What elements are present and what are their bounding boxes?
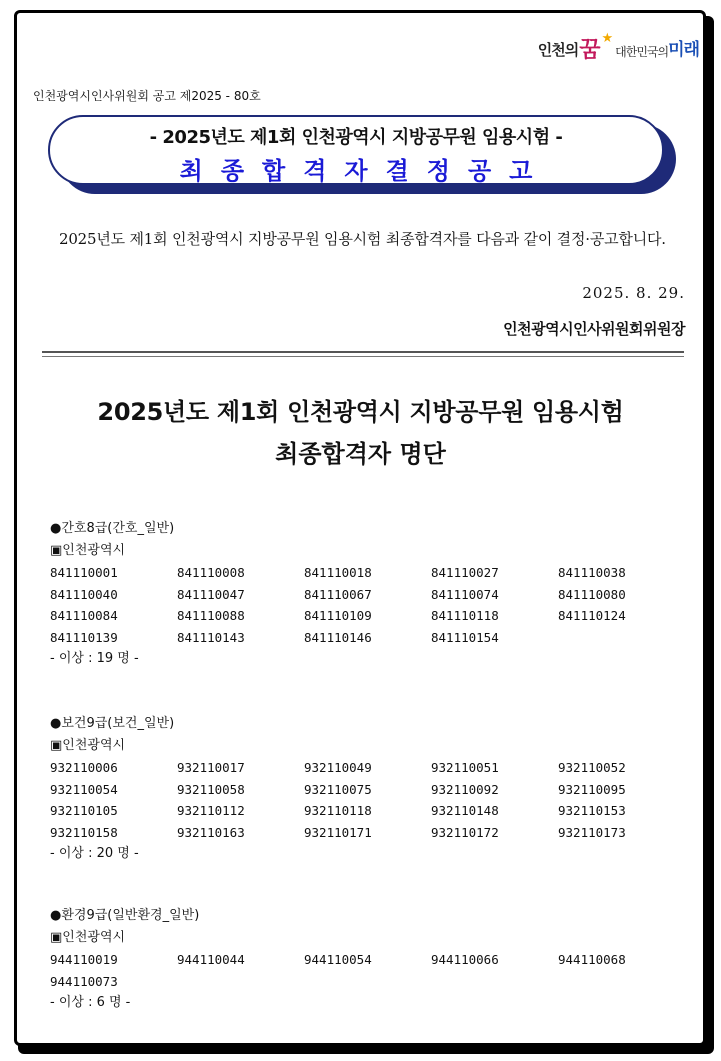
exam-number: 841110027 bbox=[431, 565, 499, 580]
exam-number: 841110146 bbox=[304, 629, 372, 645]
exam-number: 944110068 bbox=[558, 952, 626, 967]
exam-number: 932110006 bbox=[50, 760, 118, 775]
star-icon: ★ bbox=[601, 31, 614, 46]
exam-number: 841110143 bbox=[177, 629, 245, 645]
exam-number: 841110038 bbox=[558, 565, 626, 580]
exam-number: 932110118 bbox=[304, 803, 372, 818]
announcement-banner bbox=[48, 115, 664, 185]
exam-number: 841110109 bbox=[304, 608, 372, 623]
logo-text-korea: 대한민국의 bbox=[615, 45, 669, 59]
exam-number: 932110171 bbox=[304, 824, 372, 840]
exam-number: 932110075 bbox=[304, 781, 372, 797]
divider-thin bbox=[42, 356, 684, 357]
exam-number-list bbox=[50, 757, 690, 843]
exam-number: 932110158 bbox=[50, 824, 118, 840]
exam-number: 944110044 bbox=[177, 952, 245, 967]
section-environment bbox=[50, 905, 690, 1014]
exam-number: 944110054 bbox=[304, 952, 372, 967]
exam-number: 932110173 bbox=[558, 824, 626, 840]
section-region: ▣인천광역시 bbox=[50, 738, 126, 753]
exam-number: 932110163 bbox=[177, 824, 245, 840]
section-heading: ●환경9급(일반환경_일반) bbox=[50, 908, 200, 923]
section-nursing bbox=[50, 518, 690, 670]
exam-number: 932110017 bbox=[177, 760, 245, 775]
exam-number: 944110073 bbox=[50, 973, 118, 989]
exam-number: 841110074 bbox=[431, 586, 499, 602]
logo-text-future: 미래 bbox=[668, 40, 699, 60]
notice-date: 2025. 8. 29. bbox=[582, 284, 685, 302]
section-heading: ●간호8급(간호_일반) bbox=[50, 521, 175, 536]
section-region: ▣인천광역시 bbox=[50, 930, 126, 945]
exam-number: 841110154 bbox=[431, 629, 499, 645]
exam-number: 841110124 bbox=[558, 608, 626, 623]
section-total: - 이상 : 19 명 - bbox=[50, 651, 139, 666]
exam-number: 841110118 bbox=[431, 608, 499, 623]
section-total: - 이상 : 6 명 - bbox=[50, 995, 131, 1010]
exam-number: 932110054 bbox=[50, 781, 118, 797]
exam-number: 932110095 bbox=[558, 781, 626, 797]
exam-number: 841110139 bbox=[50, 629, 118, 645]
exam-number: 841110018 bbox=[304, 565, 372, 580]
exam-number: 932110052 bbox=[558, 760, 626, 775]
list-title: 2025년도 제1회 인천광역시 지방공무원 임용시험 bbox=[97, 398, 624, 426]
exam-number: 944110066 bbox=[431, 952, 499, 967]
exam-number: 841110067 bbox=[304, 586, 372, 602]
exam-number: 932110172 bbox=[431, 824, 499, 840]
banner-title: 최종합격자결정공고 bbox=[179, 157, 551, 185]
exam-number: 841110084 bbox=[50, 608, 118, 623]
intro-paragraph: 2025년도 제1회 인천광역시 지방공무원 임용시험 최종합격자를 다음과 같이 결정·공고합니다. bbox=[59, 230, 666, 248]
exam-number: 841110001 bbox=[50, 565, 118, 580]
exam-number: 932110153 bbox=[558, 803, 626, 818]
exam-number-list bbox=[50, 562, 690, 648]
exam-number: 932110049 bbox=[304, 760, 372, 775]
incheon-slogan-logo bbox=[537, 30, 699, 63]
section-region: ▣인천광역시 bbox=[50, 543, 126, 558]
logo-text-incheon: 인천의 bbox=[537, 41, 579, 59]
section-heading: ●보건9급(보건_일반) bbox=[50, 716, 175, 731]
list-subtitle: 최종합격자 명단 bbox=[275, 440, 446, 468]
exam-number: 932110148 bbox=[431, 803, 499, 818]
exam-number: 932110112 bbox=[177, 803, 245, 818]
divider-thick bbox=[42, 351, 684, 353]
exam-number: 932110092 bbox=[431, 781, 499, 797]
exam-number: 841110047 bbox=[177, 586, 245, 602]
exam-number: 932110058 bbox=[177, 781, 245, 797]
signer: 인천광역시인사위원회위원장 bbox=[503, 320, 685, 338]
exam-number: 932110051 bbox=[431, 760, 499, 775]
exam-number: 944110019 bbox=[50, 952, 118, 967]
section-total: - 이상 : 20 명 - bbox=[50, 846, 139, 861]
exam-number: 841110040 bbox=[50, 586, 118, 602]
exam-number: 841110080 bbox=[558, 586, 626, 602]
logo-text-dream: 꿈 bbox=[579, 38, 601, 63]
exam-number-list bbox=[50, 949, 690, 992]
exam-number: 932110105 bbox=[50, 803, 118, 818]
exam-number: 841110008 bbox=[177, 565, 245, 580]
exam-number: 841110088 bbox=[177, 608, 245, 623]
notice-number: 인천광역시인사위원회 공고 제2025 - 80호 bbox=[33, 89, 261, 103]
banner-subtitle: - 2025년도 제1회 인천광역시 지방공무원 임용시험 - bbox=[149, 127, 563, 148]
section-health bbox=[50, 713, 690, 865]
